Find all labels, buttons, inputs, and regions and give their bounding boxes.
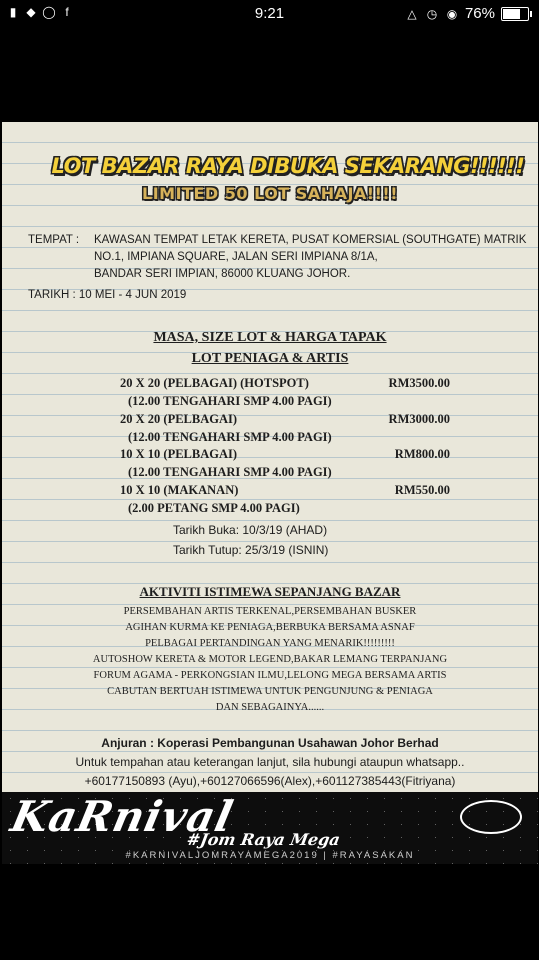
lot-hours: (12.00 TENGAHARI SMP 4.00 PAGI) <box>128 394 332 408</box>
signal-icon: ▮ <box>9 5 17 19</box>
battery-percent: 76% <box>464 5 495 22</box>
status-bar <box>0 0 539 28</box>
organizer: Anjuran : Koperasi Pembangunan Usahawan Johor Berhad <box>101 736 439 750</box>
karnival-logo: KaRnival <box>6 792 238 841</box>
lot-hours: (2.00 PETANG SMP 4.00 PAGI) <box>128 501 300 515</box>
lot-size: 10 X 10 (MAKANAN) <box>120 483 239 497</box>
lot-price: RM550.00 <box>394 483 450 497</box>
status-time: 9:21 <box>254 5 285 22</box>
banner-tagline: #Jom Raya Mega <box>185 830 342 849</box>
venue-line: BANDAR SERI IMPIAN, 86000 KLUANG JOHOR. <box>94 268 351 280</box>
whatsapp-icon: ◯ <box>42 5 56 19</box>
pricing-subtitle: LOT PENIAGA & ARTIS <box>191 351 349 366</box>
activity-line: PERSEMBAHAN ARTIS TERKENAL,PERSEMBAHAN BUSKER <box>123 606 417 617</box>
lot-price: RM3500.00 <box>388 376 450 390</box>
lot-size: 20 X 20 (PELBAGAI) (HOTSPOT) <box>120 376 309 390</box>
status-right-icons <box>405 5 529 22</box>
battery-fill <box>503 9 520 19</box>
pricing-title: MASA, SIZE LOT & HARGA TAPAK <box>153 330 387 345</box>
activity-line: CABUTAN BERTUAH ISTIMEWA UNTUK PENGUNJUNG & PENIAGA <box>107 686 433 697</box>
battery-icon <box>501 7 529 21</box>
karnival-banner <box>2 792 538 864</box>
activity-line: DAN SEBAGAINYA...... <box>215 702 325 713</box>
mute-icon: △ <box>407 6 417 21</box>
venue-label: TEMPAT : <box>28 234 80 246</box>
banner-hashtags: #KARNIVALJOMRAYAMEGA2019 | #RAYASAKAN <box>125 850 415 861</box>
facebook-icon: f <box>65 5 69 19</box>
lot-size: 10 X 10 (PELBAGAI) <box>120 447 238 461</box>
lot-hours: (12.00 TENGAHARI SMP 4.00 PAGI) <box>128 465 332 479</box>
lot-price: RM800.00 <box>394 447 450 461</box>
poster-image[interactable] <box>2 122 538 864</box>
poster-headline: LOT BAZAR RAYA DIBUKA SEKARANG!!!!!! <box>51 154 525 178</box>
venue-address <box>94 232 538 283</box>
notification-icon: ◆ <box>26 5 36 19</box>
activities-title: AKTIVITI ISTIMEWA SEPANJANG BAZAR <box>139 584 401 599</box>
venue-line: NO.1, IMPIANA SQUARE, JALAN SERI IMPIANA 8/1A, <box>94 251 378 263</box>
lot-hours: (12.00 TENGAHARI SMP 4.00 PAGI) <box>128 430 332 444</box>
close-date: Tarikh Tutup: 25/3/19 (ISNIN) <box>173 543 329 557</box>
activity-line: AGIHAN KURMA KE PENIAGA,BERBUKA BERSAMA ASNAF <box>125 622 415 633</box>
activity-line: FORUM AGAMA - PERKONGSIAN ILMU,LELONG MEGA BERSAMA ARTIS <box>93 670 447 681</box>
poster-subheadline: LIMITED 50 LOT SAHAJA!!!! <box>142 184 398 203</box>
lot-size: 20 X 20 (PELBAGAI) <box>120 412 238 426</box>
venue-line: KAWASAN TEMPAT LETAK KERETA, PUSAT KOMERSIAL (SOUTHGATE) MATRIK <box>94 234 527 246</box>
date-range: TARIKH : 10 MEI - 4 JUN 2019 <box>28 289 187 301</box>
open-date: Tarikh Buka: 10/3/19 (AHAD) <box>173 523 328 537</box>
activity-line: AUTOSHOW KERETA & MOTOR LEGEND,BAKAR LEMANG TERPANJANG <box>92 654 448 665</box>
alarm-icon: ◷ <box>426 6 438 21</box>
contact-phones: +60177150893 (Ayu),+60127066596(Alex),+601127385443(Fitriyana) <box>84 774 456 788</box>
eye-icon: ◉ <box>446 6 458 21</box>
mega-logo-icon <box>460 800 522 834</box>
contact-note: Untuk tempahan atau keterangan lanjut, sila hubungi ataupun whatsapp.. <box>75 755 465 769</box>
lot-price: RM3000.00 <box>388 412 450 426</box>
activity-line: PELBAGAI PERTANDINGAN YANG MENARIK!!!!!!!!! <box>145 638 395 649</box>
